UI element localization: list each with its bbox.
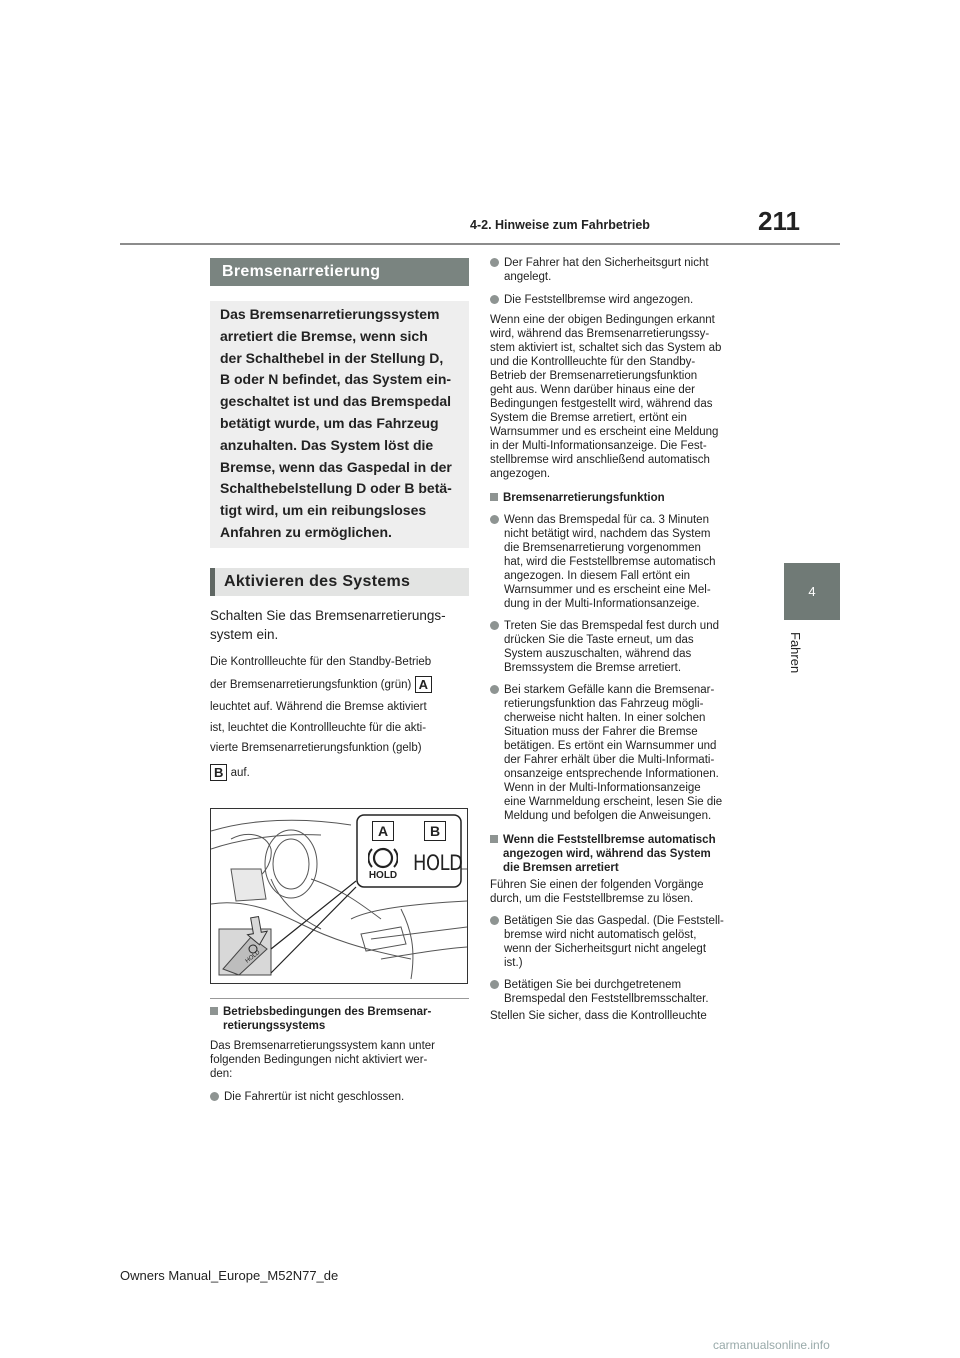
indicator-description <box>210 652 472 783</box>
desc-line: vierte Bremsenarretierungsfunktion (gelb) <box>210 742 422 754</box>
section-label: 4-2. Hinweise zum Fahrbetrieb <box>470 218 650 232</box>
intro-box <box>210 301 469 548</box>
text-line: Der Fahrer hat den Sicherheitsgurt nicht <box>504 257 709 269</box>
text-line: nicht betätigt wird, nachdem das System <box>504 528 711 540</box>
subheading-line: retierungssystems <box>223 1020 326 1032</box>
hold-switch-figure <box>210 808 468 984</box>
text-line: betätigen. Es ertönt ein Warnsummer und <box>504 740 717 752</box>
text-line: Betrieb der Bremsenarretierungsfunktion <box>490 370 698 382</box>
text-line: wenn der Sicherheitsgurt nicht angelegt <box>504 943 707 955</box>
chapter-tab[interactable]: 4 <box>784 563 840 620</box>
brake-hold-standby-icon <box>368 845 398 871</box>
text-line: cherweise nicht halten. In einer solchen <box>504 712 706 724</box>
chapter-name: Fahren <box>788 632 803 674</box>
text-line: die Bremsenarretierung vorgenommen <box>504 542 701 554</box>
text-line: stellbremse wird anschließend automatisch <box>490 454 710 466</box>
text-line: durch, um die Feststellbremse zu lösen. <box>490 893 694 905</box>
intro-line: geschaltet ist und das Bremspedal <box>220 393 452 410</box>
subheading-line: die Bremsen arretiert <box>503 862 619 874</box>
bullet-door: Die Fahrertür ist nicht geschlossen. <box>210 1090 472 1104</box>
desc-line: ist, leuchtet die Kontrollleuchte für die akti- <box>210 721 427 734</box>
text-line: wird, während das Bremsenarretierungssy- <box>490 328 710 340</box>
text-line: angezogen. In diesem Fall ertönt ein <box>504 570 691 582</box>
text-line: Bei starkem Gefälle kann die Bremsenar- <box>504 684 715 696</box>
subheading-auto-parking-brake <box>490 833 750 875</box>
header-rule <box>120 243 840 245</box>
text-line: Treten Sie das Bremspedal fest durch und <box>504 620 719 632</box>
text-line: System die Bremse arretiert, ertönt ein <box>490 412 687 424</box>
intro-line: B oder N befindet, das System ein- <box>220 371 452 388</box>
intro-line: Schalthebelstellung D oder B betä- <box>220 480 452 497</box>
text-line: stem aktiviert ist, schaltet sich das System ab <box>490 342 722 354</box>
text-line: und die Kontrollleuchte für den Standby- <box>490 356 696 368</box>
intro-line: anzuhalten. Das System löst die <box>220 436 434 453</box>
text-line: System auszuschalten, während das <box>504 648 692 660</box>
figure-label-b: B <box>424 821 446 841</box>
text-line: Führen Sie einen der folgenden Vorgänge <box>490 879 704 891</box>
text-line: retierungsfunktion das Fahrzeug mögli- <box>504 698 704 710</box>
bullet-auto-parking <box>490 513 750 611</box>
desc-line <box>210 763 472 784</box>
desc-text: auf. <box>230 766 250 779</box>
bullet-parking-brake: Die Feststellbremse wird angezogen. <box>490 293 750 307</box>
watermark: carmanualsonline.info <box>713 1338 830 1352</box>
paragraph-release <box>490 878 750 906</box>
subheading-line: angezogen wird, während das System <box>503 848 711 860</box>
text-line: in der Multi-Informationsanzeige. Die Fest- <box>490 440 707 452</box>
text-line: angelegt. <box>504 271 552 283</box>
text-line: Betätigen Sie bei durchgetretenem <box>504 979 682 991</box>
text-line: angezogen. <box>490 468 551 480</box>
text-line: Situation muss der Fahrer die Bremse <box>504 726 698 738</box>
lead-line: system ein. <box>210 627 279 642</box>
figure-label-a: A <box>372 821 394 841</box>
text-line: onsanzeige entsprechende Informationen. <box>504 768 719 780</box>
text-line: Wenn eine der obigen Bedingungen erkannt <box>490 314 715 326</box>
text-line: drücken Sie die Taste erneut, um das <box>504 634 694 646</box>
intro-line: arretiert die Bremse, wenn sich <box>220 327 428 344</box>
text-line: Warnsummer und es erscheint eine Mel- <box>504 584 711 596</box>
bullet-accelerator <box>490 914 750 970</box>
text-line: folgenden Bedingungen nicht aktiviert wer- <box>210 1054 428 1066</box>
subheading-line: Wenn die Feststellbremse automatisch <box>503 834 716 846</box>
text-line: dung in der Multi-Informationsanzeige. <box>504 598 700 610</box>
hold-small-label: HOLD <box>368 870 398 881</box>
text-line: bremse wird nicht automatisch gelöst, <box>504 929 697 941</box>
badge-a: A <box>415 676 432 693</box>
bullet-parking-switch <box>490 978 750 1006</box>
text-line: Warnsummer und es erscheint eine Meldung <box>490 426 719 438</box>
bullet-seatbelt <box>490 256 750 284</box>
text-line: den: <box>210 1068 233 1080</box>
lead-line: Schalten Sie das Bremsenarretierungs- <box>210 608 446 623</box>
operating-conditions <box>210 1005 472 1104</box>
text-line: Meldung und befolgen die Anweisungen. <box>504 810 712 822</box>
text-line: Bedingungen festgestellt wird, während das <box>490 398 713 410</box>
text-line: hat, wird die Feststellbremse automatisch <box>504 556 716 568</box>
section-heading-brake-hold: Bremsenarretierung <box>210 258 469 286</box>
text-line: der Fahrer erhält über die Multi-Informati- <box>504 754 715 766</box>
conditions-paragraph <box>210 1039 472 1081</box>
activation-instruction <box>210 606 472 644</box>
desc-line: Die Kontrollleuchte für den Standby-Betrieb <box>210 656 432 668</box>
text-line: ist.) <box>504 957 523 969</box>
text-line: eine Warnmeldung erscheint, lesen Sie die <box>504 796 723 808</box>
intro-line: Anfahren zu ermöglichen. <box>220 523 392 540</box>
bullet-switch-off <box>490 619 750 675</box>
intro-line: tigt wird, um ein reibungsloses <box>220 502 427 519</box>
footer-text: Owners Manual_Europe_M52N77_de <box>120 1268 339 1283</box>
section-heading-activate: Aktivieren des Systems <box>210 568 469 596</box>
bullet-steep-slope <box>490 683 750 823</box>
intro-line: Bremse, wenn das Gaspedal in der <box>220 458 452 475</box>
subheading-operating-conditions <box>210 1005 472 1033</box>
desc-line: leuchtet auf. Während die Bremse aktiviert <box>210 701 427 713</box>
divider <box>210 998 469 999</box>
badge-b: B <box>210 764 227 781</box>
subheading-line: Betriebsbedingungen des Bremsenar- <box>223 1006 432 1018</box>
right-column <box>490 256 750 1023</box>
text-line: Bremssystem die Bremse arretiert. <box>504 662 682 674</box>
intro-line: betätigt wurde, um das Fahrzeug <box>220 414 439 431</box>
hold-large-label: HOLD <box>413 851 463 875</box>
text-line: geht aus. Wenn darüber hinaus eine der <box>490 384 696 396</box>
desc-line <box>210 675 472 696</box>
text-line: Das Bremsenarretierungssystem kann unter <box>210 1040 435 1052</box>
text-line: Wenn in der Multi-Informationsanzeige <box>504 782 701 794</box>
text-line: Betätigen Sie das Gaspedal. (Die Feststell- <box>504 915 724 927</box>
button-hold-text: HOLD <box>244 949 262 965</box>
text-line: Wenn das Bremspedal für ca. 3 Minuten <box>504 514 709 526</box>
intro-line: Das Bremsenarretierungssystem <box>220 306 440 322</box>
paragraph-check-indicator: Stellen Sie sicher, dass die Kontrollleuchte <box>490 1010 707 1022</box>
subheading-brake-hold-function: Bremsenarretierungsfunktion <box>490 491 750 505</box>
page-number: 211 <box>758 206 800 236</box>
paragraph-conditions-detected <box>490 313 750 481</box>
desc-text: der Bremsenarretierungsfunktion (grün) <box>210 678 412 691</box>
intro-line: der Schalthebel in der Stellung D, <box>220 349 444 366</box>
text-line: Bremspedal den Feststellbremsschalter. <box>504 993 709 1005</box>
